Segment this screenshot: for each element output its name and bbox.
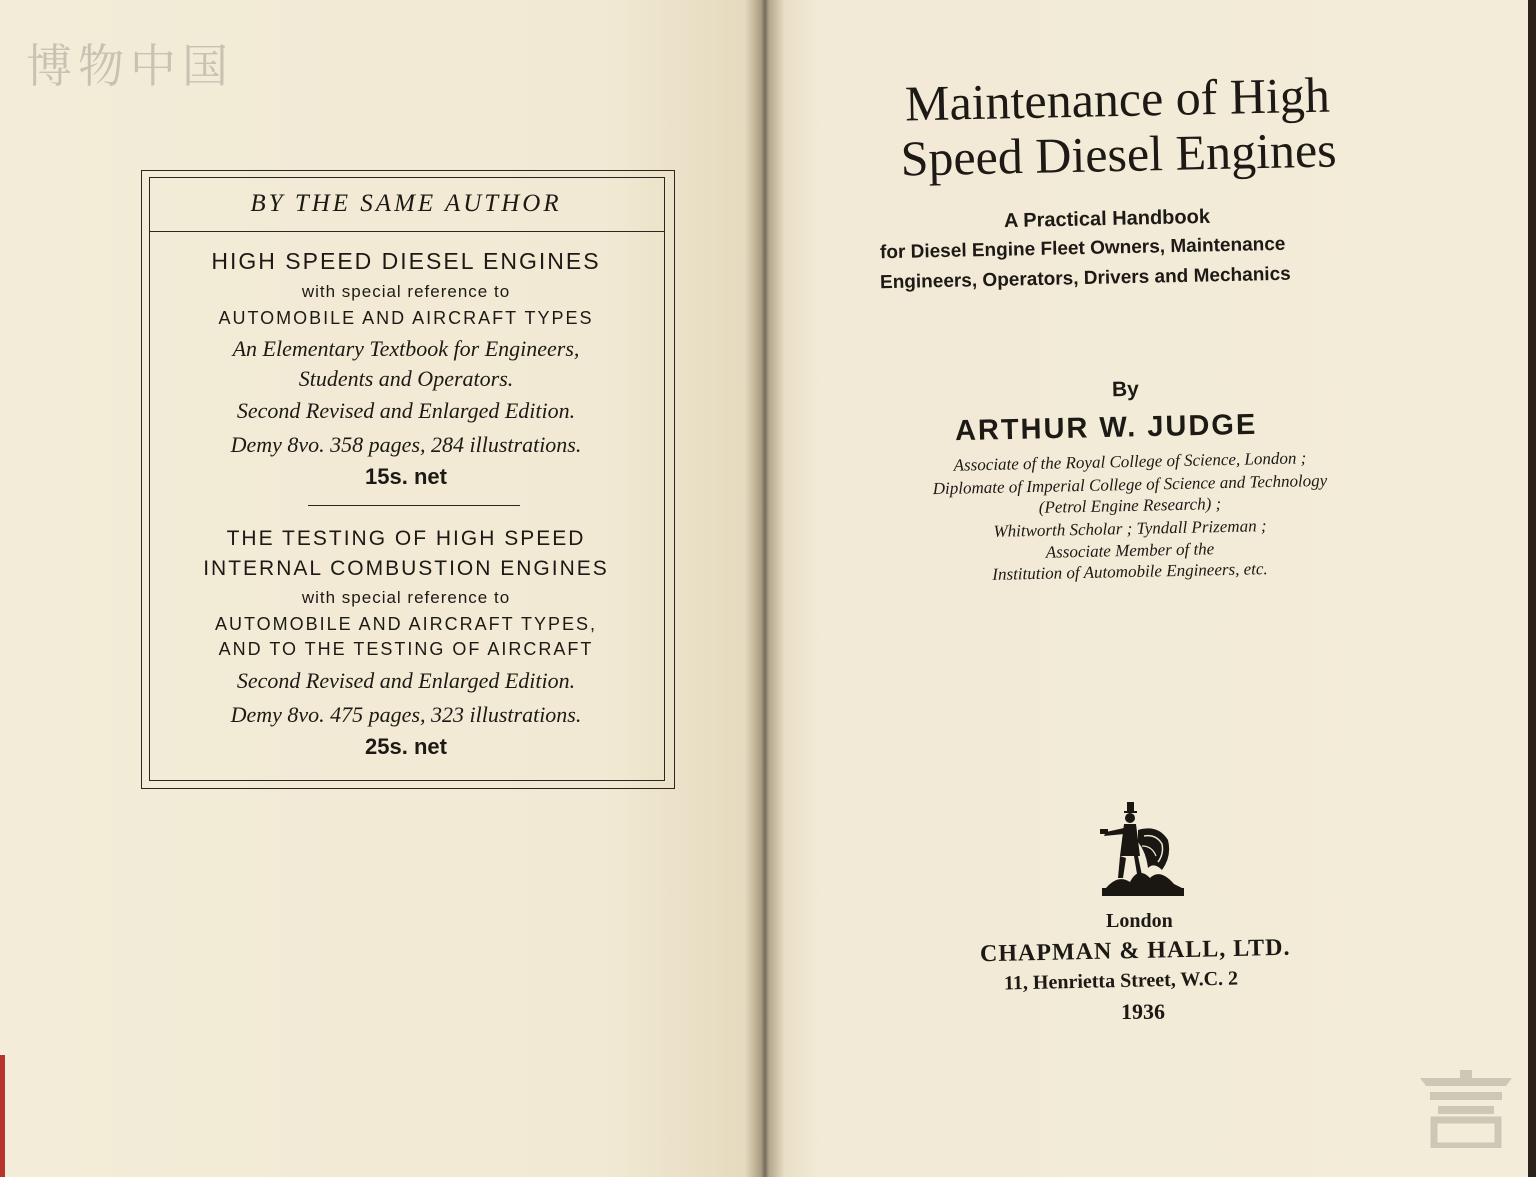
book2-title-line1: THE TESTING OF HIGH SPEED (226, 527, 586, 550)
publisher-city: London (1106, 910, 1173, 932)
book2-types1: AUTOMOBILE AND AIRCRAFT TYPES, (214, 614, 598, 634)
book-separator-rule (308, 505, 520, 506)
credential-line5: Associate Member of the (1045, 539, 1215, 562)
book1-types: AUTOMOBILE AND AIRCRAFT TYPES (218, 308, 594, 328)
watermark: 博物中国 (26, 39, 234, 93)
book-gutter (745, 0, 785, 1177)
book1-desc2: Students and Operators. (298, 366, 514, 391)
book1-subtitle: with special reference to (301, 282, 511, 301)
publisher-name: CHAPMAN & HALL, LTD. (979, 934, 1291, 968)
book2-types2: AND TO THE TESTING OF AIRCRAFT (218, 639, 594, 659)
publisher-device-icon (1098, 796, 1188, 900)
cover-edge (0, 1055, 5, 1177)
book1-details: Demy 8vo. 358 pages, 284 illustrations. (230, 432, 582, 457)
book2-edition: Second Revised and Enlarged Edition. (236, 668, 576, 693)
publication-year: 1936 (1121, 999, 1165, 1024)
title-line2: Speed Diesel Engines (900, 121, 1338, 187)
book1-title: HIGH SPEED DIESEL ENGINES (211, 248, 601, 274)
author-name: ARTHUR W. JUDGE (954, 408, 1258, 448)
library-stamp-icon (1416, 1068, 1516, 1148)
book-title (857, 67, 1379, 188)
by-same-author-heading: BY THE SAME AUTHOR (250, 190, 562, 217)
publisher-address: 11, Henrietta Street, W.C. 2 (1003, 967, 1239, 995)
title-line1: Maintenance of High (904, 66, 1331, 132)
book1-edition: Second Revised and Enlarged Edition. (236, 398, 576, 423)
frame-divider (149, 231, 665, 232)
subtitle-line2: for Diesel Engine Fleet Owners, Maintenance (879, 233, 1286, 264)
credential-line4: Whitworth Scholar ; Tyndall Prizeman ; (993, 516, 1267, 541)
credential-line6: Institution of Automobile Engineers, etc. (992, 559, 1268, 584)
credential-line1: Associate of the Royal College of Science, London ; (953, 448, 1307, 475)
book2-price: 25s. net (365, 734, 447, 759)
credential-line3: (Petrol Engine Research) ; (1038, 494, 1222, 517)
by-label: By (1111, 377, 1140, 402)
credential-line2: Diplomate of Imperial College of Science and Technology (932, 470, 1328, 499)
subtitle-line3: Engineers, Operators, Drivers and Mechanics (879, 263, 1291, 294)
book1-price: 15s. net (365, 464, 447, 489)
book2-details: Demy 8vo. 475 pages, 323 illustrations. (230, 702, 582, 727)
book2-subtitle: with special reference to (301, 588, 511, 607)
subtitle-line1: A Practical Handbook (1003, 205, 1211, 233)
book2-title-line2: INTERNAL COMBUSTION ENGINES (203, 557, 609, 580)
page-edge (1528, 0, 1536, 1177)
book1-desc1: An Elementary Textbook for Engineers, (232, 336, 580, 361)
